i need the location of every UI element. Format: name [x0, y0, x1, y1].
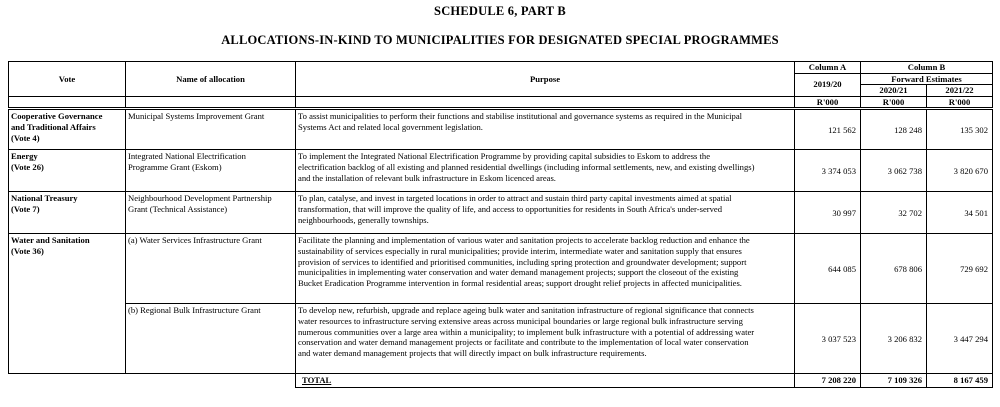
header-column-b: Column B: [861, 62, 993, 74]
amount-year-2: 3 062 738: [861, 150, 927, 192]
amount-year-3: 3 447 294: [927, 304, 993, 374]
purpose-line: and water demand management projects that will directly impact on bulk infrastructure requirements.: [298, 347, 647, 358]
header-unit-3: R'000: [927, 96, 993, 109]
amount-year-1: 121 562: [795, 109, 861, 150]
allocation-name-line: Neighbourhood Development Partnership: [128, 193, 272, 204]
total-year-1: 7 208 220: [795, 374, 861, 388]
vote-line: (Vote 7): [11, 203, 40, 214]
allocation-name-cell: [126, 150, 296, 192]
header-purpose: Purpose: [296, 62, 795, 97]
purpose-line: To develop new, refurbish, upgrade and replace ageing bulk water and sanitation infrastructure of regional significance that connects: [298, 305, 754, 316]
amount-year-2: 3 206 832: [861, 304, 927, 374]
vote-cell: [9, 234, 126, 304]
purpose-line: transformation, that will improve the quality of life, and access to opportunities for residents in South Africa's under-served: [298, 203, 723, 214]
vote-line: and Traditional Affairs: [11, 121, 96, 132]
purpose-cell: [296, 192, 795, 234]
amount-year-2: 32 702: [861, 192, 927, 234]
amount-year-3: 3 820 670: [927, 150, 993, 192]
table-row: [9, 304, 993, 374]
amount-year-2: 128 248: [861, 109, 927, 150]
allocation-name-cell: [126, 234, 296, 304]
vote-cell: [9, 304, 126, 374]
vote-line: Water and Sanitation: [11, 235, 90, 246]
header-unit-1: R'000: [795, 96, 861, 109]
table-row: [9, 109, 993, 150]
purpose-line: and the installation of relevant bulk infrastructure in Eskom licenced areas.: [298, 172, 556, 183]
table-row: [9, 192, 993, 234]
amount-year-3: 34 501: [927, 192, 993, 234]
purpose-line: To implement the Integrated National Electrification Programme by providing capital subsidies to Eskom to address the: [298, 151, 711, 162]
purpose-line: conservation and water demand management projects or facilitate and contribute to the implementation of local water conservation: [298, 337, 749, 348]
vote-line: (Vote 36): [11, 245, 44, 256]
purpose-cell: [296, 304, 795, 374]
allocation-name-cell: [126, 304, 296, 374]
purpose-cell: [296, 150, 795, 192]
purpose-line: Bucket Eradication Programme intervention in formal residential areas; support drought relief projects in affected municipalities.: [298, 277, 742, 288]
purpose-line: neighbourhoods, generally townships.: [298, 214, 429, 225]
allocation-name-line: (a) Water Services Infrastructure Grant: [128, 235, 262, 246]
header-year-3: 2021/22: [927, 85, 993, 97]
allocations-table: [8, 61, 993, 388]
header-year-1: 2019/20: [795, 73, 861, 96]
purpose-line: provision of services to identified and prioritised communities, including spring protection and groundwater development; support: [298, 256, 747, 267]
vote-line: National Treasury: [11, 193, 78, 204]
purpose-line: Systems Act and related local government legislation.: [298, 121, 483, 132]
table-row: [9, 234, 993, 304]
vote-line: (Vote 4): [11, 132, 40, 143]
purpose-line: To assist municipalities to perform their functions and stabilise institutional and governance systems as required in the Municipal: [298, 111, 743, 122]
purpose-line: numerous communities over a large area within a municipality; to implement bulk infrastructure with a potential of addressing water: [298, 326, 755, 337]
amount-year-2: 678 806: [861, 234, 927, 304]
allocation-name-cell: [126, 192, 296, 234]
amount-year-3: 729 692: [927, 234, 993, 304]
vote-cell: [9, 192, 126, 234]
amount-year-1: 3 037 523: [795, 304, 861, 374]
allocation-name-line: Grant (Technical Assistance): [128, 203, 228, 214]
allocation-name-cell: [126, 109, 296, 150]
amount-year-1: 644 085: [795, 234, 861, 304]
total-label: TOTAL: [296, 374, 795, 388]
vote-line: (Vote 26): [11, 161, 44, 172]
vote-line: Cooperative Governance: [11, 111, 103, 122]
purpose-line: To plan, catalyse, and invest in targeted locations in order to attract and sustain third party capital investments aimed at spatial: [298, 193, 732, 204]
allocation-name-line: Integrated National Electrification: [128, 151, 246, 162]
purpose-line: sustainability of services especially in rural municipalities; provide interim, intermediate water and sanitation supply that ensures: [298, 245, 742, 256]
header-year-2: 2020/21: [861, 85, 927, 97]
vote-cell: [9, 150, 126, 192]
amount-year-1: 30 997: [795, 192, 861, 234]
allocation-name-line: (b) Regional Bulk Infrastructure Grant: [128, 305, 261, 316]
allocation-name-line: Municipal Systems Improvement Grant: [128, 111, 265, 122]
purpose-line: Facilitate the planning and implementation of various water and sanitation projects to accelerate backlog reduction and enhance the: [298, 235, 750, 246]
vote-cell: [9, 109, 126, 150]
header-vote: Vote: [9, 62, 126, 97]
amount-year-3: 135 302: [927, 109, 993, 150]
header-forward-estimates: Forward Estimates: [861, 73, 993, 85]
total-year-2: 7 109 326: [861, 374, 927, 388]
vote-line: Energy: [11, 151, 38, 162]
schedule-title: SCHEDULE 6, PART B: [434, 4, 566, 18]
total-year-3: 8 167 459: [927, 374, 993, 388]
amount-year-1: 3 374 053: [795, 150, 861, 192]
header-column-a: Column A: [795, 62, 861, 74]
table-row: [9, 150, 993, 192]
purpose-line: water resources to infrastructure serving extensive areas across municipal boundaries or large regional bulk infrastructure serving: [298, 315, 743, 326]
header-name: Name of allocation: [126, 62, 296, 97]
header-unit-2: R'000: [861, 96, 927, 109]
allocation-name-line: Programme Grant (Eskom): [128, 161, 222, 172]
schedule-subtitle: ALLOCATIONS-IN-KIND TO MUNICIPALITIES FOR DESIGNATED SPECIAL PROGRAMMES: [221, 33, 779, 47]
purpose-line: municipalities in implementing water conservation and water demand management projects; support the closeout of the existing: [298, 267, 739, 278]
purpose-cell: [296, 109, 795, 150]
purpose-line: electrification backlog of all existing and planned residential dwellings (including informal settlements, new, and existing dwellings): [298, 161, 755, 172]
purpose-cell: [296, 234, 795, 304]
